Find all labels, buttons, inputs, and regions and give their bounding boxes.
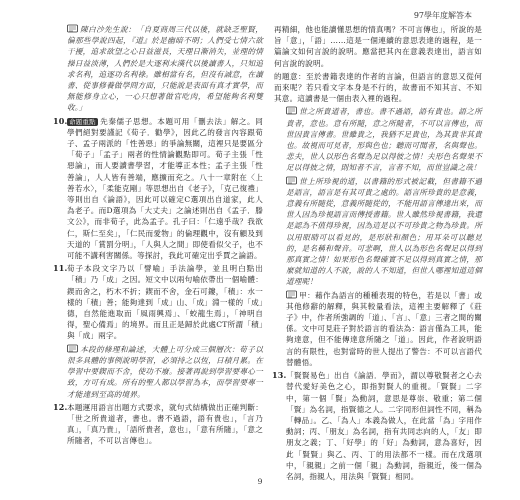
note-paragraph: [274, 176, 482, 288]
left-column: [55, 24, 263, 449]
question-text: 荀子本段文字乃以「譬喻」手法論學，並且明白點出「積」乃「成」之因。短文中以兩句喻依帶出一個喻體：鍥而舍之，朽木不折；鍥而不舍，金石可鏤，「積」：水一樣的「積」善；能夠達到「成」山、「成」淵一樣的「成」德，自然能進取而「風雨興焉」、「蛟龍生焉」，「神明自得，聖心備焉」的境界。而且正是歸於此處CT所謂「積」與「成」兩字。: [67, 264, 263, 341]
page-header: 97學年度解答本: [413, 11, 472, 20]
note-text: 甲：藉作為語言的種種表現的特色，若是以「書」或其他修辭的解釋，與其較量看法，這裡主要解釋了《莊子》中，作者所強調的「道」、「言」、「意」三者之間的關係。文中可見莊子對於語言的看法為：語言僅為工具，能夠達意，但不能傳達意所隨之「道」。因此，作者說明語言的有限性，也對當時的世人提出了警告：不可以言語代替體悟。: [286, 290, 482, 367]
note-paragraph: [274, 290, 482, 368]
note-icon: [286, 176, 297, 185]
page-number: 9: [257, 477, 263, 486]
question-13: [274, 370, 482, 482]
note-text: 世之所貴道者，書也。書不過語，語有貴也。語之所貴者，意也。意有所隨，意之所隨者，不可以言傳也，而世因貴言傳書。世雖貴之，我猶不足貴也，為其貴非其貴也。故視而可見者，形與色也；聽而可聞者，名與聲也。悲夫，世人以形色名聲為足以得彼之情！夫形色名聲果不足以得彼之情，則知者不言，言者不知，而世豈識之哉！: [286, 107, 482, 173]
question-text: 「賢賢易色」出自《論語．學而》，謂以尊敬賢者之心去替代愛好美色之心，即指對賢人的重視。「賢賢」二字中，第一個「賢」為動詞，意思是尊崇、敬重；第二個「賢」為名詞，指賢德之人。二字同形但詞性不同，稱為「轉品」。乙、「為人」本義為做人，在此當「為」字用作動詞；丙、「朋友」為名詞，指有共同志向的人，「友」即朋友之義；丁、「好學」的「好」為動詞，意為喜好，因此「賢賢」與乙、丙、丁的用法都不一樣。而在戊選項中，「親親」之前一個「親」為動詞，指親近，後一個為名詞，指親人，用法與「賢賢」相同。: [286, 371, 482, 481]
note-icon: [286, 106, 297, 115]
note-text: 陳白沙先生說：「自夏商周三代以後，就缺乏聖賢，偏那些學說四起，『道』於是幽暗不明；人們受七情六欲干擾，追求欲望之心日益滋長，天理日漸消失，並理的情操日益淡薄，人們於是大逐利末漢代以後讀書人，只知追求名利，追逐功名利祿。雖相當有名，但沒有誠意，在讀書、從事修養做學問方面，只能說是表面有真才實學，而無能修身立心，一心只想著做官吃肉，希望能夠名利雙收。」: [67, 25, 263, 113]
note-paragraph: [274, 106, 482, 173]
question-number: 10.: [53, 115, 68, 126]
note-text: 本段的條理和論述，大體上可分成三個層次：荀子以很多具體的事例說明學習，必須持之以恆，日積月累。在學習中要鍥而不舍，使功不廢。接著再說到學習要專心一致，方可有成。所有的聖人都以學習為本，而學習要專一才能達到至高的境界。: [67, 344, 263, 399]
question-12: [55, 402, 263, 447]
note-paragraph: [55, 24, 263, 114]
question-number: 13.: [272, 370, 287, 381]
key-point-badge: 命題重點: [69, 117, 96, 126]
right-column: [274, 24, 482, 484]
note-icon: [67, 24, 78, 33]
note-paragraph: [55, 344, 263, 400]
question-number: 12.: [53, 401, 68, 412]
question-number: 11.: [53, 263, 68, 274]
question-text: 先秦儒子思想。本題可用「刪去法」解之。同學們絕對要謹記《荀子．勸學》，因此乙的發言內容跟荀子、孟子兩派的「性善惡」的爭論無關，這裡只是要區分「荀子」「孟子」兩者的性情論觀點即可。荀子主張「性惡論」，而人要讀書學習，才能導正本性；孟子主張「性善論」，人人皆有善端，應擴而充之。八十一章附在〈上善若水〉，「柔能克剛」等思想出自《老子》，「克己復禮」等則出自《論語》，因此可以確定C選項出自道家，此人為老子。而D選項為「大丈夫」之論述則出自《孟子．滕文公》，而非荀子，此為孟子。孔子曰：「仁遠乎哉？我欲仁，斯仁至矣」，「仁民而愛物」的倫理觀中，沒有顧及到天道的「賞罰分明」，「人與人之間」即使看似父子，也不可能不講利害關係。等探討，我此可確定出乎賈之論語。: [67, 116, 263, 261]
question-text: 本題運用語言出題方式要求，就句式結構做出正確判斷：「世之所貴道者，書也。書不過語，語有貴也」，「言乃真」，「真乃貴」，「語所貴者，意也」，「意有所隨」，「意之所隨者，不可以言傳也」。: [67, 402, 263, 446]
note-icon: [286, 290, 297, 299]
note-text: 世上所珍視的道，以書籍的形式被記載，但書籍不過是語言，語言是有其可貴之處的。語言所珍貴的是意義，意義有所隨從，意義所隨從的，不能用語言傳達出來，而世人因為珍視語言而傳授書籍。世人雖然珍視書籍，我還是認為不值得珍視，因為這是以不可珍貴之物為珍貴。所以用眼睛可以看見的，是形狀和顏色；用耳朵可以聽見的，是名稱和聲音。可悲啊，世人以為形色名聲足以得到那真實之情！如果形色名聲確實不足以得到真實之情，那麼就知道的人不說，說的人不知道，但世人哪裡知道這個道理呢！: [286, 176, 482, 287]
paragraph: 的題意：至於書籍表達的作者的言論，但語言的意思又從何而來呢？若只看文字本身是不行的，故書而不知其言、不知其意。這讀書是一個由表入裡的過程。: [274, 71, 482, 104]
note-icon: [67, 344, 78, 353]
question-10: [55, 116, 263, 262]
paragraph: 再精細，他也能讀懂思想的情真嗎？不可言傳也」，所說的是旨「意」，「語」……這是一個連續的意思表達的過程，是一篇論文如何言說的說明。應當把其內在意義表達出，語言如何言說的說明。: [274, 25, 482, 68]
question-11: [55, 263, 263, 341]
